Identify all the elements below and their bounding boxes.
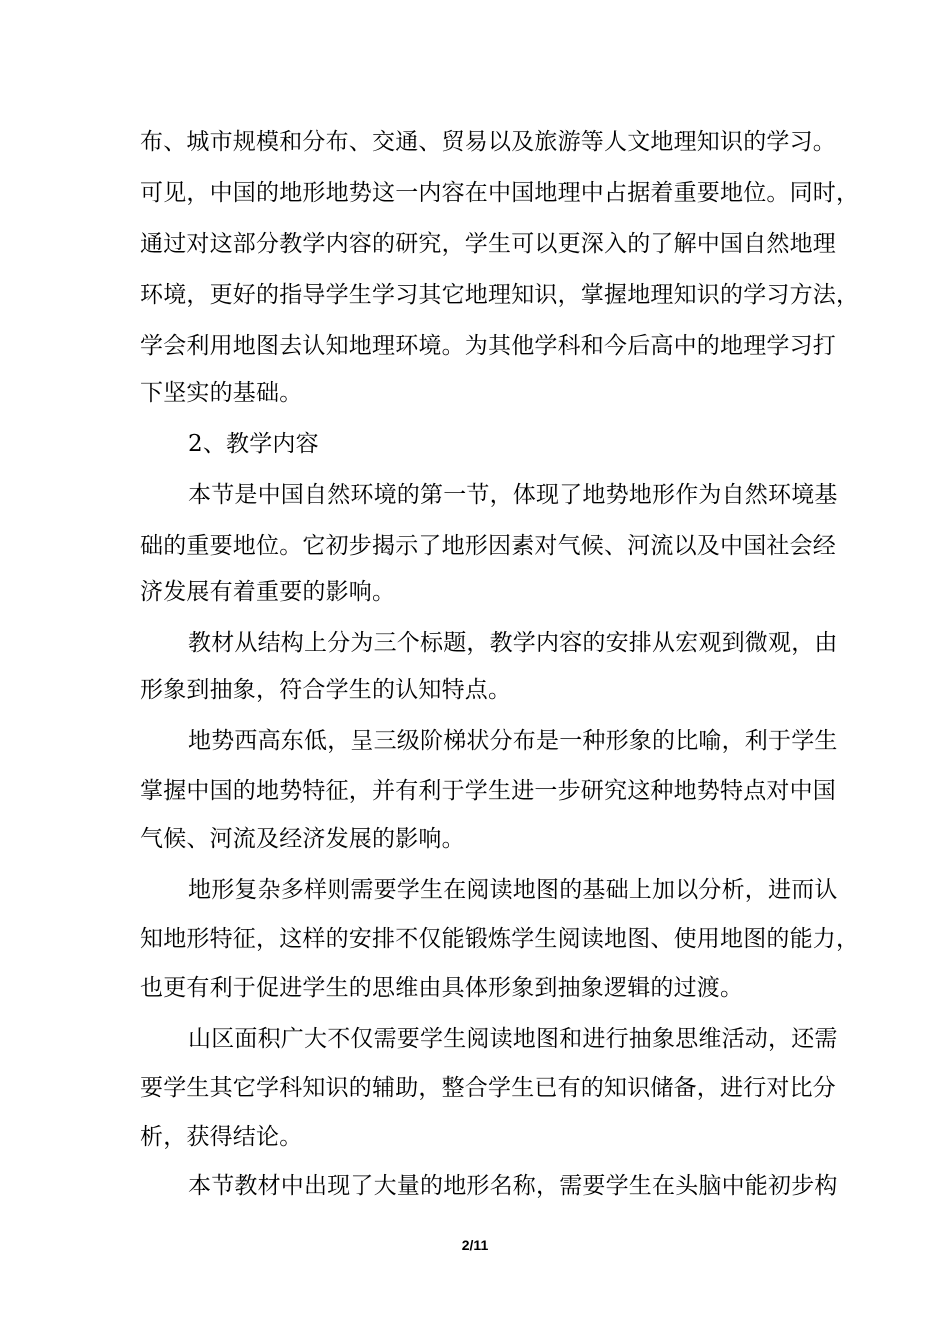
- text-line: 下坚实的基础。: [140, 380, 303, 406]
- text-line: 析，获得结论。: [140, 1124, 303, 1150]
- text-line: 本节是中国自然环境的第一节，体现了地势地形作为自然环境基: [188, 482, 838, 508]
- text-line: 济发展有着重要的影响。: [140, 579, 396, 605]
- text-line: 教材从结构上分为三个标题，教学内容的安排从宏观到微观，由: [188, 630, 838, 656]
- section-heading: 2、教学内容: [188, 431, 319, 457]
- text-line: 布、城市规模和分布、交通、贸易以及旅游等人文地理知识的学习。: [140, 129, 836, 155]
- text-line: 本节教材中出现了大量的地形名称，需要学生在头脑中能初步构: [188, 1173, 838, 1199]
- text-line: 要学生其它学科知识的辅助，整合学生已有的知识储备，进行对比分: [140, 1075, 836, 1101]
- text-line: 可见，中国的地形地势这一内容在中国地理中占据着重要地位。同时，: [140, 180, 860, 206]
- text-line: 通过对这部分教学内容的研究，学生可以更深入的了解中国自然地理: [140, 231, 836, 257]
- text-line: 形象到抽象，符合学生的认知特点。: [140, 677, 512, 703]
- text-line: 环境，更好的指导学生学习其它地理知识，掌握地理知识的学习方法，: [140, 282, 860, 308]
- text-line: 地势西高东低，呈三级阶梯状分布是一种形象的比喻，利于学生: [188, 728, 838, 754]
- page-number: 2/11: [461, 1237, 489, 1253]
- text-line: 础的重要地位。它初步揭示了地形因素对气候、河流以及中国社会经: [140, 533, 836, 559]
- text-line: 学会利用地图去认知地理环境。为其他学科和今后高中的地理学习打: [140, 333, 836, 359]
- text-line: 掌握中国的地势特征，并有利于学生进一步研究这种地势特点对中国: [140, 778, 836, 804]
- text-line: 也更有利于促进学生的思维由具体形象到抽象逻辑的过渡。: [140, 975, 744, 1001]
- text-line: 知地形特征，这样的安排不仅能锻炼学生阅读地图、使用地图的能力，: [140, 926, 860, 952]
- text-line: 地形复杂多样则需要学生在阅读地图的基础上加以分析，进而认: [188, 877, 838, 903]
- text-line: 气候、河流及经济发展的影响。: [140, 826, 465, 852]
- text-line: 山区面积广大不仅需要学生阅读地图和进行抽象思维活动，还需: [188, 1026, 838, 1052]
